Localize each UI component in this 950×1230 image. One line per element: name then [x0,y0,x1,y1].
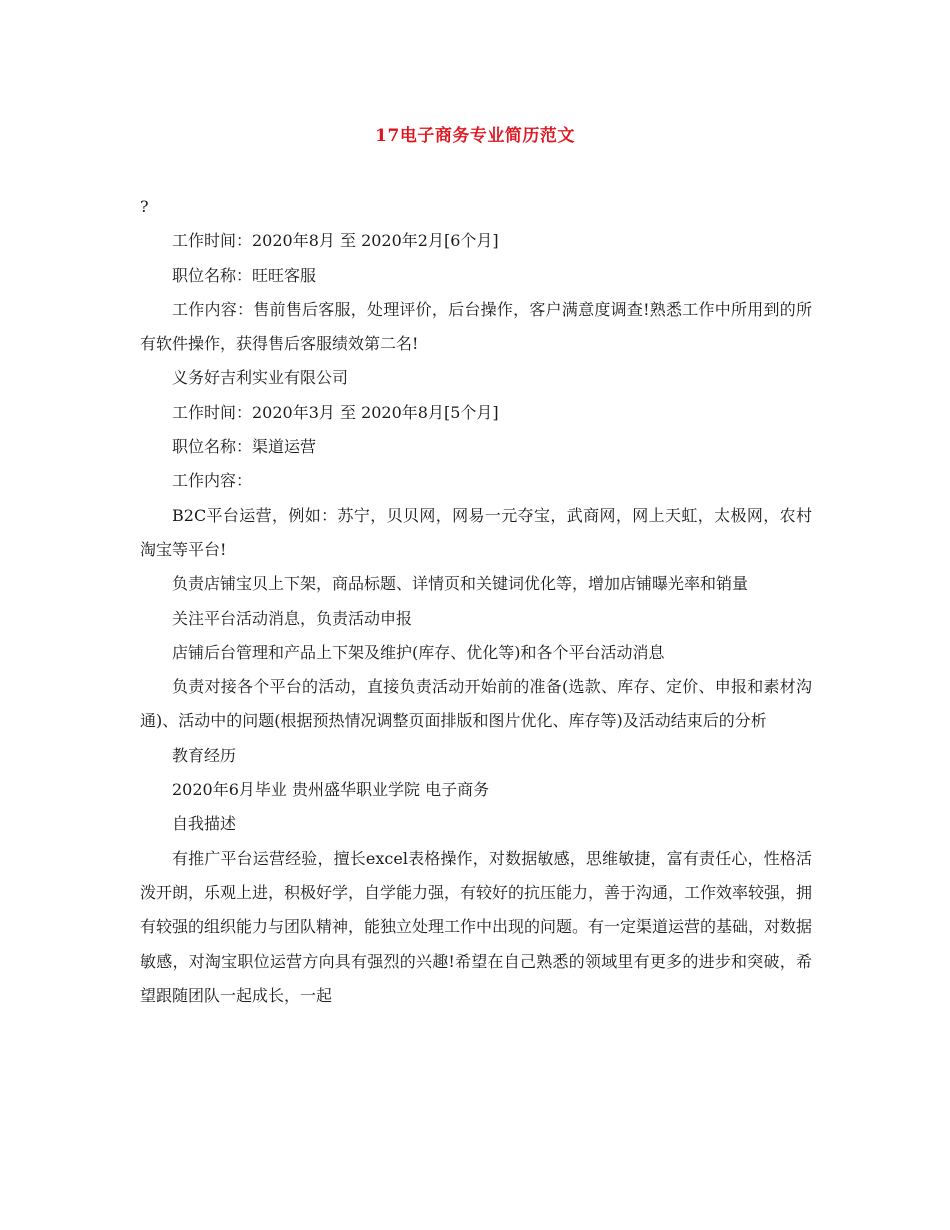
body-paragraph: 义务好吉利实业有限公司 [172,368,349,388]
body-paragraph: 工作内容： [172,471,253,491]
body-paragraph: 职位名称：渠道运营 [172,437,317,457]
body-paragraph: 负责店铺宝贝上下架，商品标题、详情页和关键词优化等，增加店铺曝光率和销量 [172,574,749,594]
body-paragraph: 教育经历 [172,745,237,765]
document-title: 17电子商务专业简历范文 [375,126,575,146]
body-paragraph: 工作时间：2020年8月 至 2020年2月[6个月] [172,231,499,251]
body-paragraph: 有推广平台运营经验，擅长excel表格操作，对数据敏感，思维敏捷，富有责任心，性格活泼开朗，乐观上进，积极好学，自学能力强，有较好的抗压能力，善于沟通，工作效率较强，拥有较强的组织能力与团队精神，能独立处理工作中出现的问题。有一定渠道运营的基础，对数据敏感，对淘宝职位运营方向具有强烈的兴趣!希望在自己熟悉的领域里有更多的进步和突破，希望跟随团队一起成长，一起 [140,848,813,1005]
body-paragraph: 2020年6月毕业 贵州盛华职业学院 电子商务 [172,780,490,800]
document-body [140,190,812,1013]
body-paragraph: 工作内容：售前售后客服，处理评价，后台操作，客户满意度调查!熟悉工作中所用到的所有软件操作，获得售后客服绩效第二名! [140,299,812,354]
body-paragraph: B2C平台运营，例如：苏宁，贝贝网，网易一元夺宝，武商网，网上天虹，太极网，农村淘宝等平台! [140,505,812,559]
body-paragraph: 工作时间：2020年3月 至 2020年8月[5个月] [172,402,499,422]
body-paragraph: 职位名称：旺旺客服 [172,265,317,285]
body-paragraph: 店铺后台管理和产品上下架及维护(库存、优化等)和各个平台活动消息 [172,642,665,662]
body-paragraph: ? [140,197,149,216]
body-paragraph: 自我描述 [172,814,237,834]
body-paragraph: 负责对接各个平台的活动，直接负责活动开始前的准备(选款、库存、定价、申报和素材沟通)、活动中的问题(根据预热情况调整页面排版和图片优化、库存等)及活动结束后的分析 [140,677,812,731]
body-paragraph: 关注平台活动消息，负责活动申报 [172,608,413,628]
